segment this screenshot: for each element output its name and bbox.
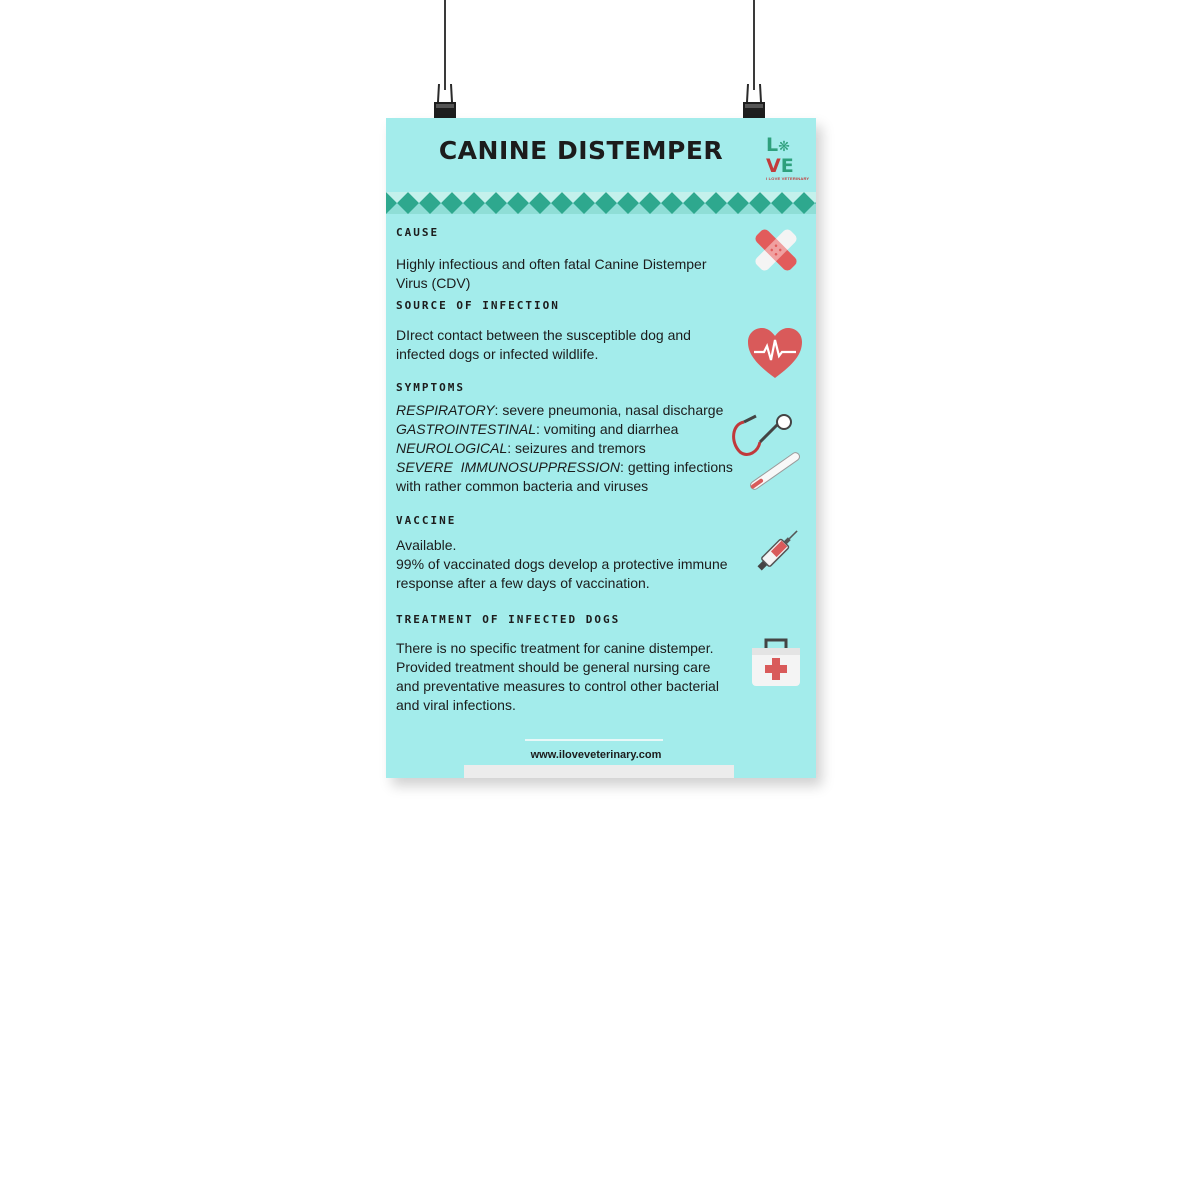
heart-pulse-icon	[746, 326, 804, 380]
symptom-tail: with rather common bacteria and viruses	[396, 478, 649, 494]
symptom-label: NEUROLOGICAL	[396, 440, 508, 456]
poster-title: CANINE DISTEMPER	[438, 136, 724, 165]
symptom-label: GASTROINTESTINAL	[396, 421, 537, 437]
symptoms-heading: SYMPTOMS	[396, 381, 465, 394]
symptom-desc: : vomiting and diarrhea	[536, 421, 679, 437]
vaccine-line: Available.	[396, 537, 457, 553]
symptom-desc: : getting infections	[620, 459, 733, 475]
symptom-desc: : severe pneumonia, nasal discharge	[494, 402, 724, 418]
hanging-wire-right	[753, 0, 755, 90]
source-text	[396, 326, 736, 364]
symptom-item	[396, 401, 736, 420]
treatment-line: and preventative measures to control other bacterial	[396, 678, 719, 694]
bandage-icon	[750, 224, 802, 276]
treatment-heading: TREATMENT OF INFECTED DOGS	[396, 613, 621, 626]
treatment-line: Provided treatment should be general nursing care	[396, 659, 711, 675]
symptom-item	[396, 420, 736, 439]
footer-strip	[464, 765, 734, 778]
hanging-wire-left	[444, 0, 446, 90]
source-line: infected dogs or infected wildlife.	[396, 346, 599, 362]
poster	[386, 118, 816, 778]
symptom-label: SEVERE IMMUNOSUPPRESSION	[396, 459, 621, 475]
source-heading: SOURCE OF INFECTION	[396, 299, 560, 312]
footer-divider	[525, 739, 663, 741]
vaccine-line: response after a few days of vaccination.	[396, 575, 650, 591]
logo-letter-e: E	[780, 155, 794, 177]
symptom-desc: : seizures and tremors	[507, 440, 646, 456]
symptom-item	[396, 439, 736, 458]
cause-heading: CAUSE	[396, 226, 440, 239]
symptom-label: RESPIRATORY	[396, 402, 495, 418]
cause-text	[396, 255, 736, 293]
treatment-line: There is no specific treatment for canine distemper.	[396, 640, 714, 656]
treatment-line: and viral infections.	[396, 697, 516, 713]
treatment-text	[396, 639, 736, 715]
thermometer-icon	[744, 446, 806, 496]
love-logo	[766, 134, 810, 186]
syringe-icon	[750, 522, 806, 578]
logo-letter-v: V	[766, 155, 781, 177]
vaccine-line: 99% of vaccinated dogs develop a protective immune	[396, 556, 728, 572]
footer-url[interactable]: www.iloveveterinary.com	[530, 749, 662, 761]
cause-line: Virus (CDV)	[396, 275, 471, 291]
symptoms-text	[396, 401, 736, 496]
paw-icon: ❋	[778, 139, 790, 155]
triangle-pattern-band	[386, 192, 816, 214]
logo-letter-l: L	[766, 134, 779, 156]
symptom-item	[396, 458, 736, 477]
source-line: DIrect contact between the susceptible dog and	[396, 327, 691, 343]
cause-line: Highly infectious and often fatal Canine Distemper	[396, 256, 707, 272]
vaccine-heading: VACCINE	[396, 514, 457, 527]
vaccine-text	[396, 536, 736, 593]
first-aid-kit-icon	[748, 634, 804, 690]
logo-subtitle: I LOVE VETERINARY	[766, 176, 810, 181]
